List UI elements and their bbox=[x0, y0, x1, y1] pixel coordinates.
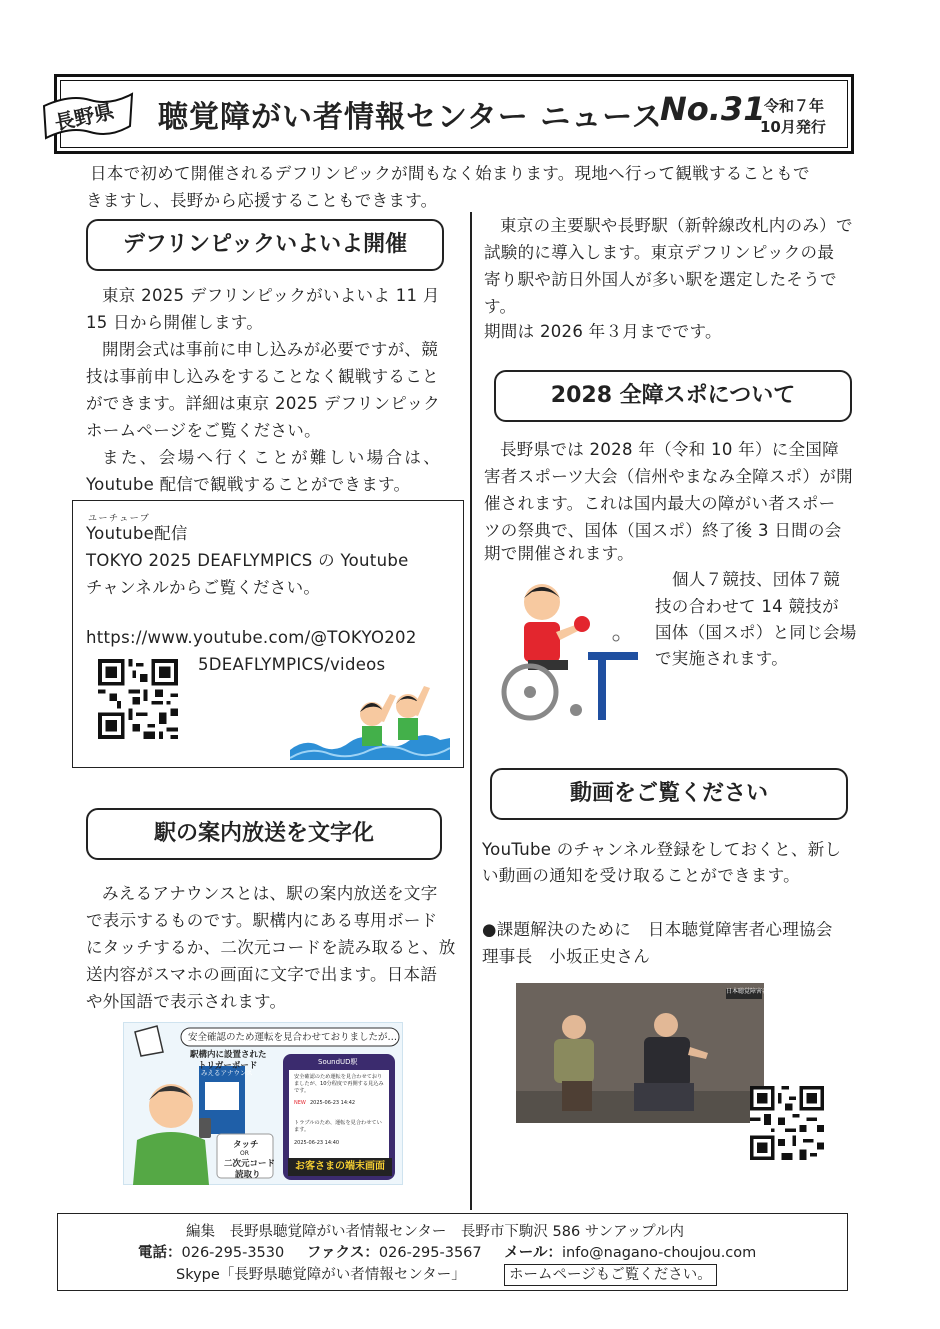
footer-contact bbox=[138, 1243, 756, 1263]
2028-line: 期で開催されます。 bbox=[484, 544, 634, 563]
heading-deaflympics: デフリンピックいよいよ開催 bbox=[86, 219, 444, 271]
phone-app-name: SoundUD駅 bbox=[318, 1058, 358, 1066]
mail-address[interactable]: info@nagano-choujou.com bbox=[561, 1245, 757, 1261]
footer-skype: Skype「長野県聴覚障がい者情報センター」 bbox=[176, 1267, 466, 1283]
youtube-qr-code-icon[interactable] bbox=[98, 659, 178, 739]
issue-number: No.31 bbox=[660, 90, 766, 128]
heading-video: 動画をご覧ください bbox=[490, 768, 848, 820]
board-label-1: 駅構内に設置された bbox=[190, 1050, 267, 1060]
video-item-title: ●課題解決のために 日本聴覚障害者心理協会 bbox=[482, 920, 833, 939]
touch-qr-label: 二次元コード bbox=[224, 1159, 276, 1169]
video-line-1: YouTube のチャンネル登録をしておくと、新し bbox=[482, 840, 842, 859]
2028-line: 長野県では 2028 年（令和 10 年）に全国障 bbox=[500, 440, 839, 459]
footer-editor: 編集 長野県聴覚障がい者情報センター 長野市下駒沢 586 サンアップル内 bbox=[186, 1224, 684, 1240]
2028-side-line: 国体（国スポ）と同じ会場 bbox=[655, 623, 857, 642]
deaflympics-line: ホームページをご覧ください。 bbox=[86, 421, 321, 440]
2028-side-line: 技の合わせて 14 競技が bbox=[655, 597, 839, 616]
station-line: 送内容がスマホの画面に文字で出ます。日本語 bbox=[86, 965, 438, 984]
2028-side-line: で実施されます。 bbox=[655, 649, 789, 668]
youtube-url-line-1[interactable]: https://www.youtube.com/@TOKYO202 bbox=[86, 628, 417, 647]
2028-side-line: 個人７競技、団体７競 bbox=[672, 570, 840, 589]
video-item-speaker: 理事長 小坂正史さん bbox=[482, 947, 650, 966]
deaflympics-line: 技は事前申し込みをすることなく観戦すること bbox=[86, 367, 439, 386]
deaflympics-line: また、会場へ行くことが難しい場合は、 bbox=[102, 448, 443, 467]
phone-label: 電話： bbox=[138, 1245, 182, 1261]
station-line: にタッチするか、二次元コードを読み取ると、放 bbox=[86, 938, 456, 957]
video-qr-code-icon[interactable] bbox=[750, 1086, 824, 1160]
youtube-title: Youtube配信 bbox=[86, 524, 188, 543]
youtube-line-2: チャンネルからご覧ください。 bbox=[86, 578, 321, 597]
video-line-2: い動画の通知を受け取ることができます。 bbox=[482, 866, 800, 885]
video-caption: 日本聴覚障害者心理協会 bbox=[726, 988, 793, 995]
deaflympics-line: ができます。詳細は東京 2025 デフリンピック bbox=[86, 394, 441, 413]
heading-2028: 2028 全障スポについて bbox=[494, 370, 852, 422]
swimmers-illustration bbox=[290, 680, 450, 760]
station-right-line: す。 bbox=[484, 297, 517, 316]
phone-time-1: 2025-06-23 14:42 bbox=[310, 1100, 356, 1106]
heading-station: 駅の案内放送を文字化 bbox=[86, 808, 442, 860]
phone-time-2: 2025-06-23 14:40 bbox=[294, 1140, 340, 1146]
board-sign: みえるアナウンス bbox=[201, 1069, 253, 1077]
youtube-ruby: ユーチューブ bbox=[88, 514, 151, 524]
prefecture-label: 長野県 bbox=[52, 98, 117, 135]
fax-number: 026-295-3567 bbox=[378, 1245, 482, 1261]
deaflympics-line: Youtube 配信で観戦することができます。 bbox=[86, 475, 411, 494]
column-divider bbox=[470, 212, 472, 1210]
station-line: で表示するものです。駅構内にある専用ボード bbox=[86, 911, 438, 930]
illustration-bubble: 安全確認のため運転を見合わせておりましたが… bbox=[188, 1032, 398, 1043]
station-line: みえるアナウンスとは、駅の案内放送を文字 bbox=[102, 884, 438, 903]
phone-message-1: 安全確認のため運転を見合わせておりましたが、10分程度で再開する見込みです。 bbox=[294, 1074, 384, 1094]
touch-read-label: 読取り bbox=[235, 1170, 261, 1180]
station-right-line: 寄り駅や訪日外国人が多い駅を選定したそうで bbox=[484, 270, 837, 289]
phone-message-2: トラブルのため、運転を見合わせています。 bbox=[294, 1120, 382, 1133]
station-line: や外国語で表示されます。 bbox=[86, 992, 287, 1011]
deaflympics-line: 15 日から開催します。 bbox=[86, 313, 264, 332]
2028-line: 催されます。これは国内最大の障がい者スポー bbox=[484, 494, 836, 513]
screen-label: お客さまの端末画面 bbox=[288, 1158, 392, 1176]
phone-new-badge: NEW bbox=[294, 1100, 306, 1106]
board-label-2: トリガーボード bbox=[198, 1061, 258, 1071]
2028-line: 害者スポーツ大会（信州やまなみ全障スポ）が開 bbox=[484, 467, 853, 486]
homepage-link[interactable]: ホームページもご覧ください。 bbox=[504, 1264, 717, 1286]
intro-line-1: 日本で初めて開催されるデフリンピックが間もなく始まります。現地へ行って観戦することもで bbox=[90, 164, 810, 183]
station-right-line: 東京の主要駅や長野駅（新幹線改札内のみ）で bbox=[500, 216, 853, 235]
deaflympics-line: 開閉会式は事前に申し込みが必要ですが、競 bbox=[102, 340, 438, 359]
phone-number[interactable]: 026-295-3530 bbox=[181, 1245, 285, 1261]
issue-month: 10月発行 bbox=[760, 118, 826, 136]
station-right-line: 試験的に導入します。東京デフリンピックの最 bbox=[484, 243, 835, 262]
2028-line: ツの祭典で、国体（国スポ）終了後 3 日間の会 bbox=[484, 521, 842, 540]
video-thumbnail-art bbox=[516, 983, 764, 1123]
touch-label: タッチ bbox=[233, 1140, 259, 1150]
intro-line-2: きますし、長野から応援することもできます。 bbox=[86, 191, 438, 210]
youtube-url-line-2[interactable]: 5DEAFLYMPICS/videos bbox=[198, 655, 386, 674]
station-right-line: 期間は 2026 年３月までです。 bbox=[484, 322, 722, 341]
wheelchair-table-tennis-illustration bbox=[494, 572, 642, 722]
mail-label: メール： bbox=[504, 1245, 562, 1261]
deaflympics-line: 東京 2025 デフリンピックがいよいよ 11 月 bbox=[102, 286, 440, 305]
masthead-title: 聴覚障がい者情報センター ニュース bbox=[158, 100, 663, 135]
touch-or: OR bbox=[240, 1150, 249, 1157]
youtube-line-1: TOKYO 2025 DEAFLYMPICS の Youtube bbox=[86, 551, 409, 570]
fax-label: ファクス： bbox=[306, 1245, 379, 1261]
issue-era: 令和７年 bbox=[764, 97, 825, 115]
